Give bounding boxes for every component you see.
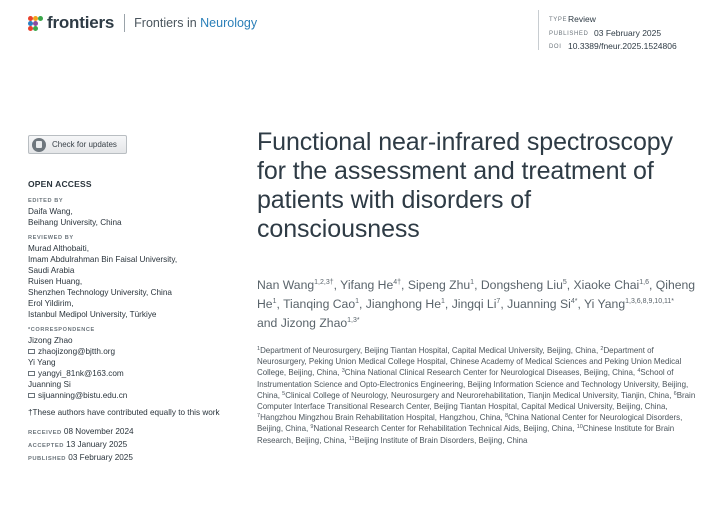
- doi-label: DOI: [549, 44, 562, 50]
- correspondence-label: *CORRESPONDENCE: [28, 327, 95, 333]
- correspondence-section: [28, 326, 228, 401]
- article-dates: [28, 426, 228, 465]
- author-name[interactable]: Dongsheng Liu$^5$: [480, 278, 567, 292]
- author-list: Nan Wang$^{1,2,3\dagger}$, Yifang $He^{4\dagger}$, Sipeng Zhu$^1$, Dongsheng Liu$^5$, Xiaoke Chai$^{1,6}$, Qiheng He$^1$, Tianqing Cao$^1$, Jianghong He$^1$, Jingqi Li$^7$, Juanning $Si^{4*}$, Yi Yang$^{1,3,6,8,9,10,11*}$ and Jizong Zhao$^{1,3*}$: [257, 278, 696, 330]
- received-label: RECEIVED: [28, 430, 62, 436]
- affiliation-item: $^{10}$Chinese Institute for Brain Research, Beijing, China,: [257, 424, 675, 445]
- affiliation-item: $^8$China National Center for Neurological Disorders, Beijing, China,: [257, 413, 683, 434]
- author-affiliation-marker: 1,2,3†: [314, 279, 334, 286]
- affiliation-number: 4: [637, 368, 641, 375]
- received-value: 08 November 2024: [63, 427, 134, 436]
- envelope-icon: [28, 349, 35, 354]
- accepted-label: ACCEPTED: [28, 443, 64, 449]
- affiliation-list: [257, 345, 697, 446]
- check-for-updates-label: Check for updates: [52, 140, 117, 149]
- email-text: sijuanning@bistu.edu.cn: [38, 391, 128, 400]
- author-affiliation-marker: 4†: [393, 279, 402, 286]
- affiliation-number: 2: [600, 346, 604, 352]
- author-name[interactable]: Qiheng He$^1$: [257, 278, 696, 311]
- reviewed-by-label: REVIEWED BY: [28, 235, 74, 241]
- affiliation-item: $^4$School of Instrumentation Science and Opto-Electronics Engineering, Beijing Information Science and Technology University, Beijing, China,: [257, 368, 689, 400]
- journal-name[interactable]: [134, 16, 257, 30]
- author-name[interactable]: Jianghong He$^1$: [365, 297, 445, 311]
- editor-line: Daifa Wang,: [28, 207, 73, 216]
- affiliation-number: 6: [673, 390, 677, 397]
- reviewer-line: Shenzhen Technology University, China: [28, 288, 172, 297]
- author-name[interactable]: Xiaoke Chai$^{1,6}$: [573, 278, 649, 292]
- author-affiliation-marker: 5: [562, 279, 567, 286]
- author-affiliation-marker: 1: [355, 298, 360, 305]
- type-value: Review: [568, 14, 596, 24]
- type-label: TYPE: [549, 17, 568, 23]
- affiliation-item: $^9$National Research Center for Rehabilitation Technical Aids, Beijing, China,: [310, 424, 575, 434]
- published-label: PUBLISHED: [549, 30, 589, 37]
- affiliation-item: $^7$Hangzhou Mingzhou Brain Rehabilitation Hospital, Hangzhou, China,: [257, 413, 503, 423]
- author-name[interactable]: Tianqing Cao$^1$: [283, 297, 360, 311]
- frontiers-logo[interactable]: [28, 12, 257, 34]
- logo-divider: [124, 14, 125, 32]
- affiliation-number: 10: [576, 424, 583, 431]
- author-conjunction: and: [257, 316, 281, 330]
- reviewer-line: Saudi Arabia: [28, 266, 75, 275]
- article-meta: [549, 13, 677, 54]
- journal-subject: Neurology: [200, 16, 258, 30]
- open-access-label: OPEN ACCESS: [28, 179, 92, 189]
- reviewer-line: Ruisen Huang,: [28, 277, 83, 286]
- author-name[interactable]: Jingqi Li$^7$: [451, 297, 501, 311]
- email-text: zhaojizong@bjtth.org: [38, 347, 116, 356]
- article-title: Functional near-infrared spectroscopy for the assessment and treatment of patients with disorders of consciousness: [257, 128, 673, 243]
- author-name[interactable]: Jizong Zhao$^{1,3*}$: [280, 316, 360, 330]
- reviewed-by-section: [28, 234, 228, 320]
- equal-contribution-note: †These authors have contributed equally to this work: [28, 408, 220, 417]
- published-date-value: 03 February 2025: [68, 453, 133, 462]
- edited-by-label: EDITED BY: [28, 198, 64, 204]
- affiliation-number: 3: [341, 368, 345, 375]
- update-badge-icon: [32, 138, 46, 152]
- email-text: yangyi_81nk@163.com: [38, 369, 124, 378]
- check-for-updates-button[interactable]: [28, 135, 127, 154]
- affiliation-item: $^1$Department of Neurosurgery, Beijing Tiantan Hospital, Capital Medical University, Beijing, China,: [257, 346, 599, 355]
- affiliation-number: 8: [504, 413, 509, 420]
- envelope-icon: [28, 393, 35, 398]
- correspondent-email[interactable]: [28, 368, 228, 379]
- edited-by-section: [28, 197, 228, 228]
- author-affiliation-marker: 1,3*: [347, 317, 360, 324]
- affiliation-item: $^{11}$Beijing Institute of Brain Disorders, Beijing, China: [348, 435, 528, 445]
- author-name[interactable]: Yifang $He^{4\dagger}$: [340, 278, 402, 292]
- affiliation-number: 11: [348, 435, 355, 442]
- affiliation-number: 9: [310, 424, 314, 431]
- journal-prefix: Frontiers in: [134, 16, 201, 30]
- author-name[interactable]: Sipeng Zhu$^1$: [407, 278, 475, 292]
- reviewer-line: Erol Yildirim,: [28, 299, 74, 308]
- accepted-value: 13 January 2025: [66, 440, 128, 449]
- affiliation-item: $^3$China National Clinical Research Center for Neurological Diseases, Beijing, China,: [341, 368, 636, 378]
- correspondent-email[interactable]: [28, 390, 228, 401]
- meta-divider: [538, 10, 539, 50]
- editor-line: Beihang University, China: [28, 218, 122, 227]
- doi-link[interactable]: 10.3389/fneur.2025.1524806: [568, 41, 677, 51]
- author-name[interactable]: Nan Wang$^{1,2,3\dagger}$: [257, 278, 334, 292]
- affiliation-item: $^6$Brain Computer Interface Transitional Research Center, Beijing Tiantan Hospital, Capital Medical University, Beijing, China,: [257, 390, 696, 412]
- envelope-icon: [28, 371, 35, 376]
- affiliation-item: $^5$Clinical College of Neurology, Neurosurgery and Neurorehabilitation, Tianjin Medical University, Tianjin, China,: [282, 390, 672, 400]
- author-affiliation-marker: 1: [272, 298, 277, 305]
- correspondent-name: Jizong Zhao: [28, 336, 73, 345]
- published-date-label: PUBLISHED: [28, 456, 66, 462]
- author-affiliation-marker: 7: [496, 298, 501, 305]
- author-name[interactable]: Yi Yang$^{1,3,6,8,9,10,11*}$: [584, 297, 675, 311]
- author-name[interactable]: Juanning $Si^{4*}$: [507, 297, 578, 311]
- published-value: 03 February 2025: [594, 27, 662, 38]
- author-affiliation-marker: 1,3,6,8,9,10,11*: [625, 298, 675, 305]
- correspondent-name: Yi Yang: [28, 358, 56, 367]
- reviewer-line: Murad Althobaiti,: [28, 244, 89, 253]
- article-sidebar: [28, 179, 228, 465]
- affiliation-number: 1: [257, 346, 261, 352]
- author-affiliation-marker: 1: [470, 279, 475, 286]
- affiliation-number: 7: [257, 413, 261, 420]
- author-affiliation-marker: 1,6: [639, 279, 649, 286]
- reviewer-line: Imam Abdulrahman Bin Faisal University,: [28, 255, 178, 264]
- correspondent-email[interactable]: [28, 346, 228, 357]
- frontiers-mark-icon: [28, 16, 43, 31]
- affiliation-number: 5: [282, 390, 286, 397]
- author-affiliation-marker: 1: [441, 298, 445, 305]
- correspondent-name: Juanning Si: [28, 380, 71, 389]
- reviewer-line: Istanbul Medipol University, Türkiye: [28, 310, 157, 319]
- author-affiliation-marker: 4*: [570, 298, 578, 305]
- brand-name: frontiers: [47, 13, 115, 32]
- affiliation-item: $^2$Department of Neurosurgery, Peking Union Medical College Hospital, Chinese Academy of Medical Sciences and Peking Union Medical College, Beijing, China,: [257, 346, 682, 378]
